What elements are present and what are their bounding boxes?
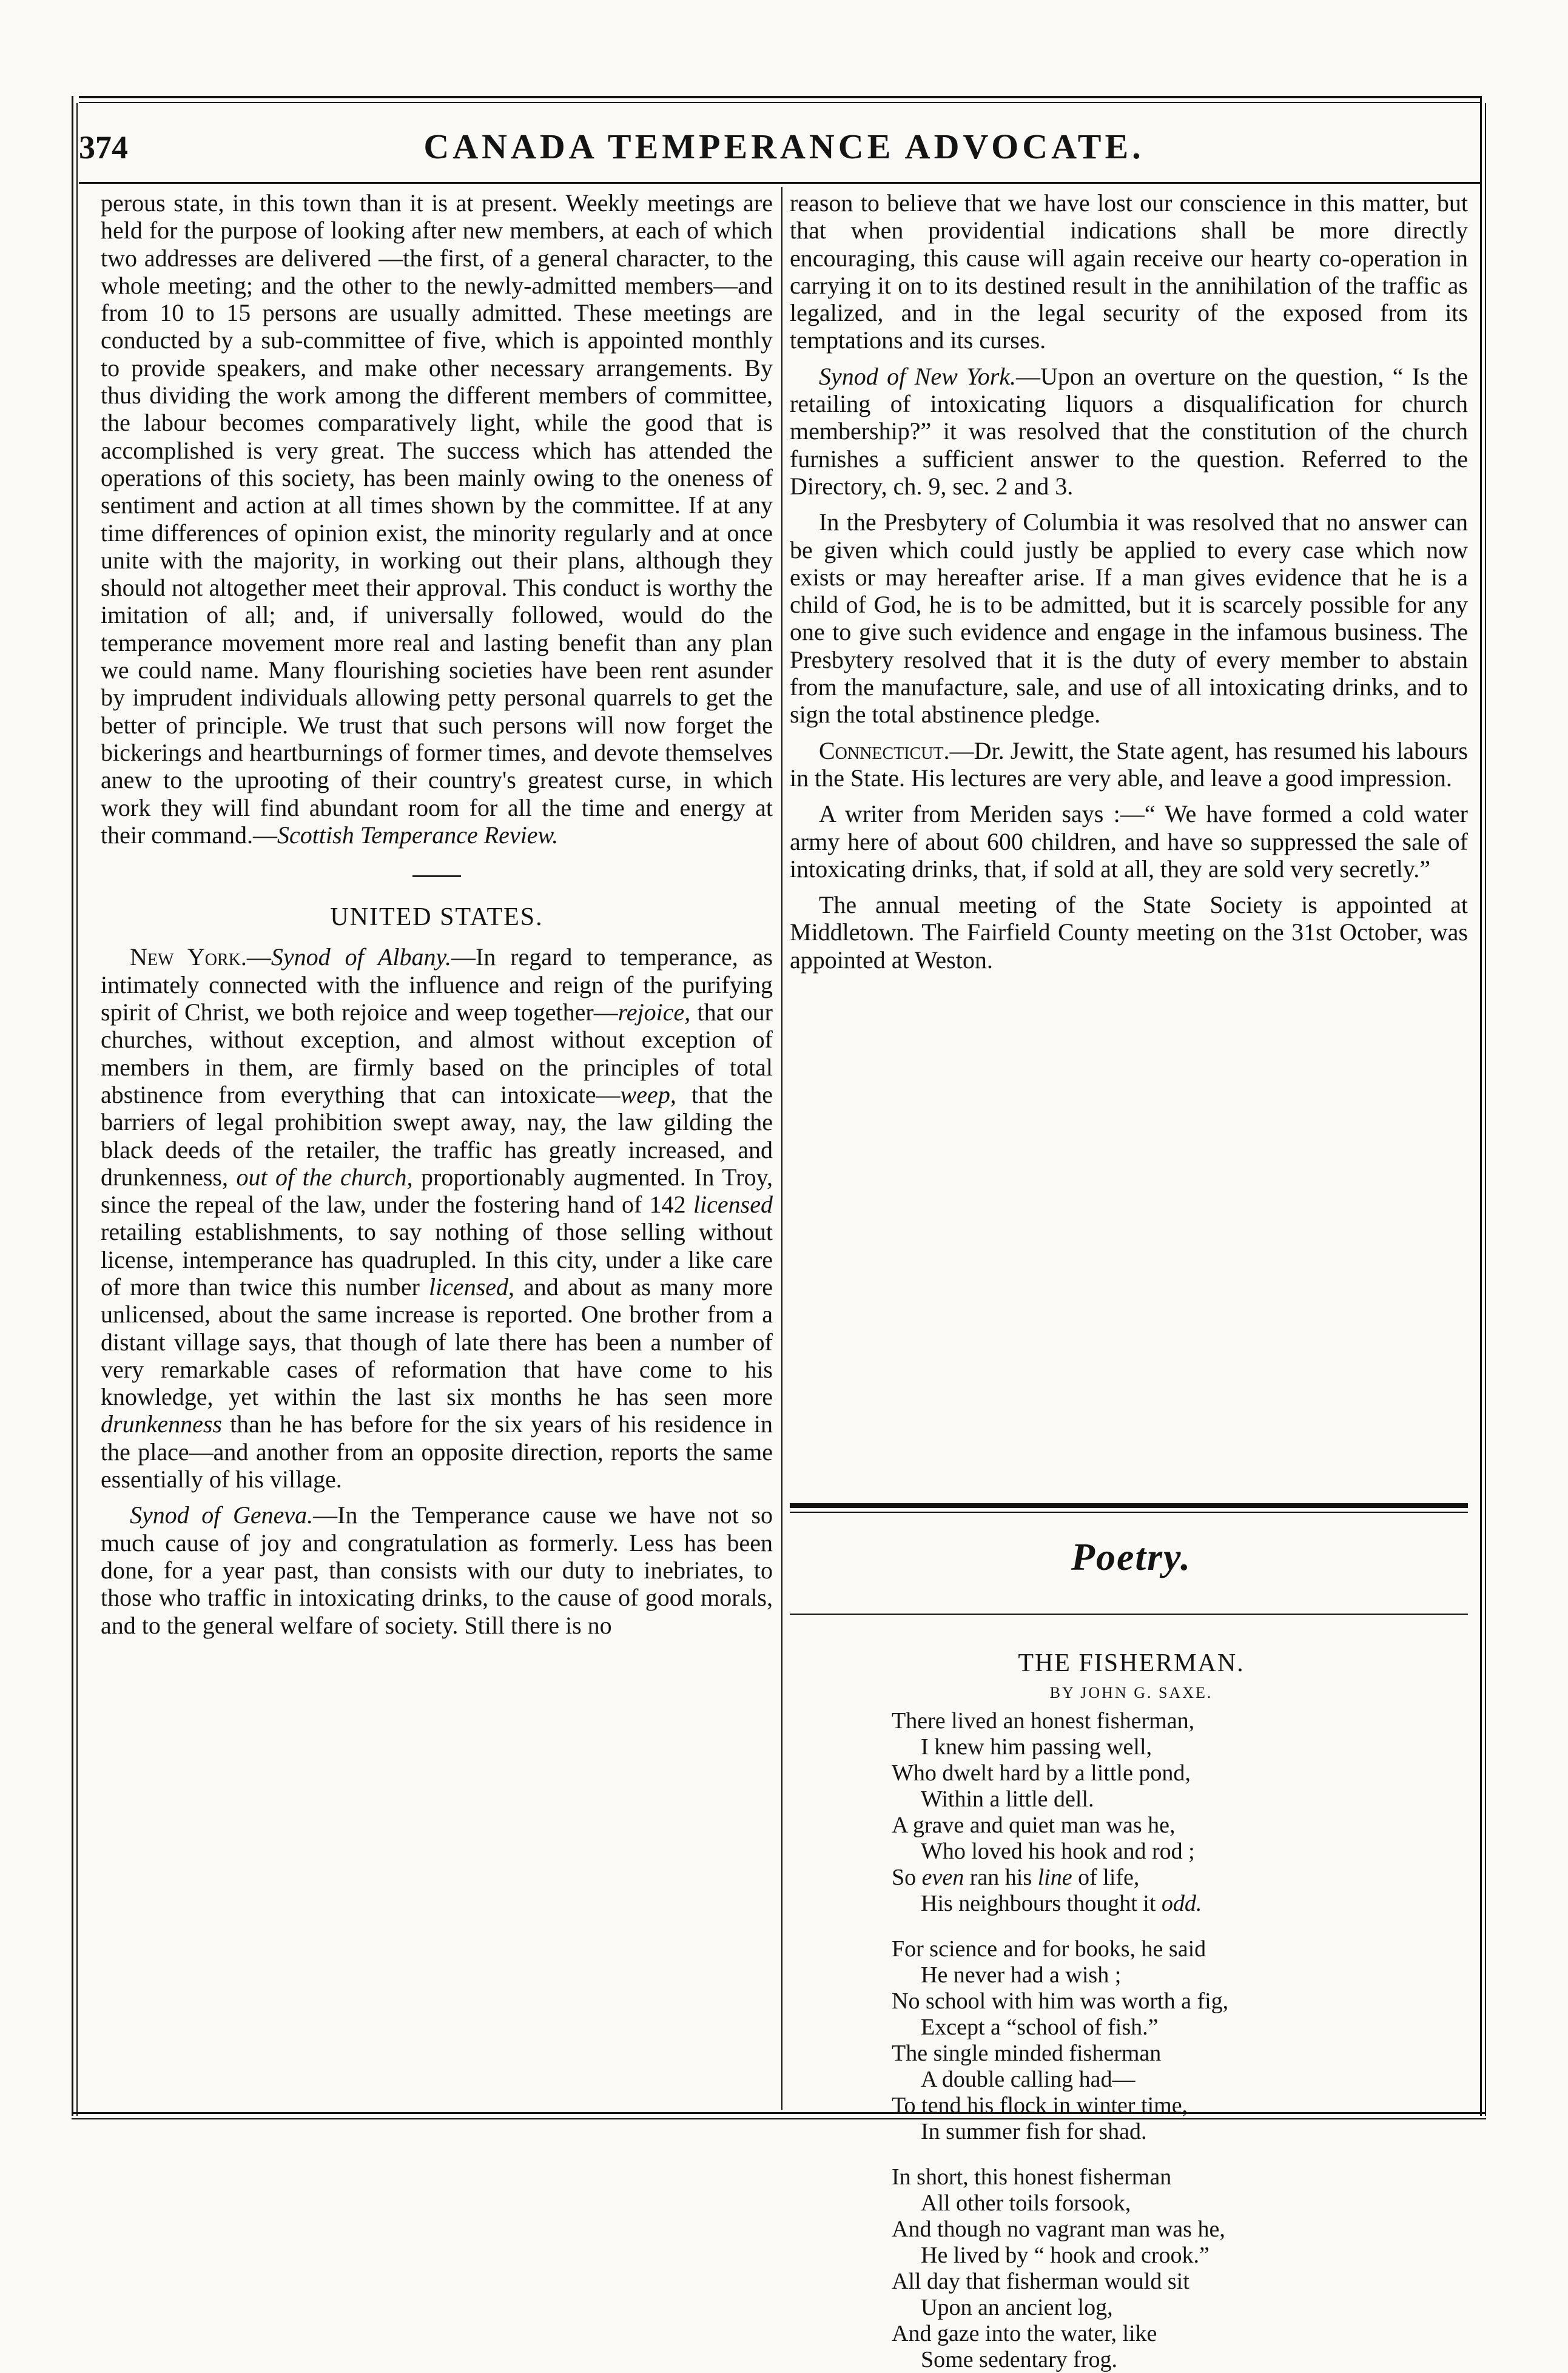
poetry-top-rule-thin (790, 1512, 1468, 1513)
poetry-top-rule-thick (790, 1503, 1468, 1508)
article-presbytery-columbia: In the Presbytery of Columbia it was resolved that no answer can be given which could justly be applied to every case which now exists or may hereafter arise. If a man gives evidence that he is a child of God, he is to be admitted, but it is scarcely possible for any one to give such evidence and engage in the infamous business. The Presbytery resolved that it is the duty of every member to abstain from the manufacture, sale, and use of all intoxicating drinks, and to sign the total abstinence pledge. (790, 508, 1468, 729)
poem-line: The single minded fisherman (892, 2041, 1162, 2066)
article-scottish-paragraph: perous state, in this town than it is at present. Weekly meetings are held for the purpose of looking after new members, at each of which two addresses are delivered —the first, of a general character, to the whole meeting; and the other to the newly-admitted members—and from 10 to 15 persons are usually admitted. These meetings are conducted by a sub-committee of five, which is appointed monthly to provide speakers, and make other necessary arrangements. By thus dividing the work among the different members of committee, the labour becomes comparatively light, while the good that is accomplished is very great. The success which has attended the operations of this society, has been mainly owing to the oneness of sentiment and action at all times shown by the committee. If at any time differences of opinion exist, the minority regularly and at once unite with the majority, in working out their plans, although they should not altogether meet their approval. This conduct is worthy the imitation of all; and, if universally followed, would do the temperance movement more real and lasting benefit than any plan we could name. Many flourishing societies have been rent asunder by imprudent individuals allowing petty personal quarrels to get the better of principle. We trust that such persons will now forget the bickerings and heartburnings of former times, and devote themselves anew to the uprooting of their country's greatest curse, in which work they will find abundant room for all the time and energy at their command.—Scottish Temperance Review. (101, 189, 773, 849)
poem-line: There lived an honest fisherman, (892, 1708, 1195, 1734)
frame-top-rule (79, 96, 1480, 98)
state-label-connecticut: Connecticut. (819, 736, 950, 764)
frame-bottom-rule (72, 2112, 1486, 2114)
article-synod-new-york: Synod of New York.—Upon an overture on the question, “ Is the retailing of intoxicating liquors a disqualification for church membership?” it was resolved that the constitution of the church furnishes a sufficient answer to the question. Referred to the Directory, ch. 9, sec. 2 and 3. (790, 362, 1468, 500)
poem-line: He never had a wish ; (921, 1962, 1122, 1988)
poem-line: So even ran his line of life, (892, 1865, 1140, 1890)
poem-line: In short, this honest fisherman (892, 2164, 1172, 2190)
state-label-new-york: New York. (130, 943, 247, 971)
frame-right-rule (1480, 96, 1482, 2116)
poem-line: All day that fisherman would sit (892, 2269, 1189, 2294)
poem-line: Within a little dell. (921, 1786, 1094, 1812)
poem-line: To tend his flock in winter time, (892, 2093, 1188, 2118)
source-citation: Scottish Temperance Review. (277, 821, 559, 849)
frame-left-rule (72, 96, 73, 2116)
section-heading-united-states: UNITED STATES. (330, 903, 543, 932)
article-connecticut: Connecticut.—Dr. Jewitt, the State agent, has resumed his labours in the State. His lectures are very able, and leave a good impression. (790, 736, 1468, 792)
poem-line: In summer fish for shad. (921, 2119, 1147, 2144)
frame-right-rule-inner (1485, 103, 1486, 2116)
poem-line: And though no vagrant man was he, (892, 2216, 1225, 2242)
article-meriden: A writer from Meriden says :—“ We have formed a cold water army here of about 600 children, and have so suppressed the sale of intoxicating drinks, that, if sold at all, they are sold very secretly.” (790, 800, 1468, 883)
poem-line: A grave and quiet man was he, (892, 1813, 1176, 1838)
poem-title: THE FISHERMAN. (1018, 1649, 1245, 1677)
poem-body (892, 1708, 1228, 2373)
page-number: 374 (79, 129, 128, 166)
frame-bottom-rule-inner (72, 2118, 1486, 2119)
poetry-heading: Poetry. (1071, 1535, 1192, 1578)
left-column (101, 189, 773, 1639)
poem-stanza-3 (892, 2164, 1228, 2373)
poem-line: Upon an ancient log, (921, 2295, 1113, 2320)
article-continued-paragraph: reason to believe that we have lost our conscience in this matter, but that when providential indications shall be more directly encouraging, this cause will again receive our hearty co-operation in carrying it on to its destined result in the annihilation of the traffic as legalized, and in the legal security of the exposed from its temptations and its curses. (790, 189, 1468, 354)
poem-line: And gaze into the water, like (892, 2321, 1157, 2346)
header-rule (79, 182, 1480, 184)
right-column (790, 189, 1468, 974)
article-geneva: Synod of Geneva.—In the Temperance cause we have not so much cause of joy and congratulation as formerly. Less has been done, for a year past, than consists with our duty to inebriates, to those who traffic in intoxicating drinks, to the cause of good morals, and to the general welfare of society. Still there is no (101, 1501, 773, 1639)
page-title: CANADA TEMPERANCE ADVOCATE. (423, 127, 1145, 166)
poem-line: He lived by “ hook and crook.” (921, 2243, 1210, 2268)
poem-line: No school with him was worth a fig, (892, 1988, 1229, 2014)
poem-line: Who dwelt hard by a little pond, (892, 1760, 1191, 1786)
poem-line: Except a “school of fish.” (921, 2015, 1159, 2040)
poem-line: Some sedentary frog. (921, 2347, 1117, 2372)
poem-line: I knew him passing well, (921, 1734, 1152, 1760)
frame-top-rule-thin (79, 102, 1480, 103)
poem-stanza-2 (892, 1936, 1228, 2145)
poem-line: A double calling had— (921, 2067, 1136, 2092)
section-separator (412, 875, 461, 877)
column-divider (781, 187, 782, 2110)
frame-left-rule-inner (76, 103, 78, 2116)
article-annual-meeting: The annual meeting of the State Society is appointed at Middletown. The Fairfield County meeting on the 31st October, was appointed at Weston. (790, 891, 1468, 974)
article-new-york-albany: New York.—Synod of Albany.—In regard to temperance, as intimately connected with the influence and reign of the purifying spirit of Christ, we both rejoice and weep together—rejoice, that our churches, without exception, and almost without exception of members in them, are firmly based on the principles of total abstinence from everything that can intoxicate—weep, that the barriers of legal prohibition swept away, nay, the law gilding the black deeds of the retailer, the traffic has greatly increased, and drunkenness, out of the church, proportionably augmented. In Troy, since the repeal of the law, under the fostering hand of 142 licensed retailing establishments, to say nothing of those selling without license, intemperance has quadrupled. In this city, under a like care of more than twice this number licensed, and about as many more unlicensed, about the same increase is reported. One brother from a distant village says, that though of late there has been a number of very remarkable cases of reformation that have come to his knowledge, yet within the last six months he has seen more drunkenness than he has before for the six years of his residence in the place—and another from an opposite direction, reports the same essentially of his village. (101, 943, 773, 1493)
poem-line: His neighbours thought it odd. (921, 1891, 1202, 1916)
poem-author: BY JOHN G. SAXE. (1049, 1684, 1213, 1701)
poem-line: Who loved his hook and rod ; (921, 1839, 1195, 1864)
poem-line: All other toils forsook, (921, 2190, 1131, 2216)
poetry-heading-rule (790, 1614, 1468, 1615)
poem-stanza-1 (892, 1708, 1228, 1917)
poem-line: For science and for books, he said (892, 1936, 1206, 1962)
